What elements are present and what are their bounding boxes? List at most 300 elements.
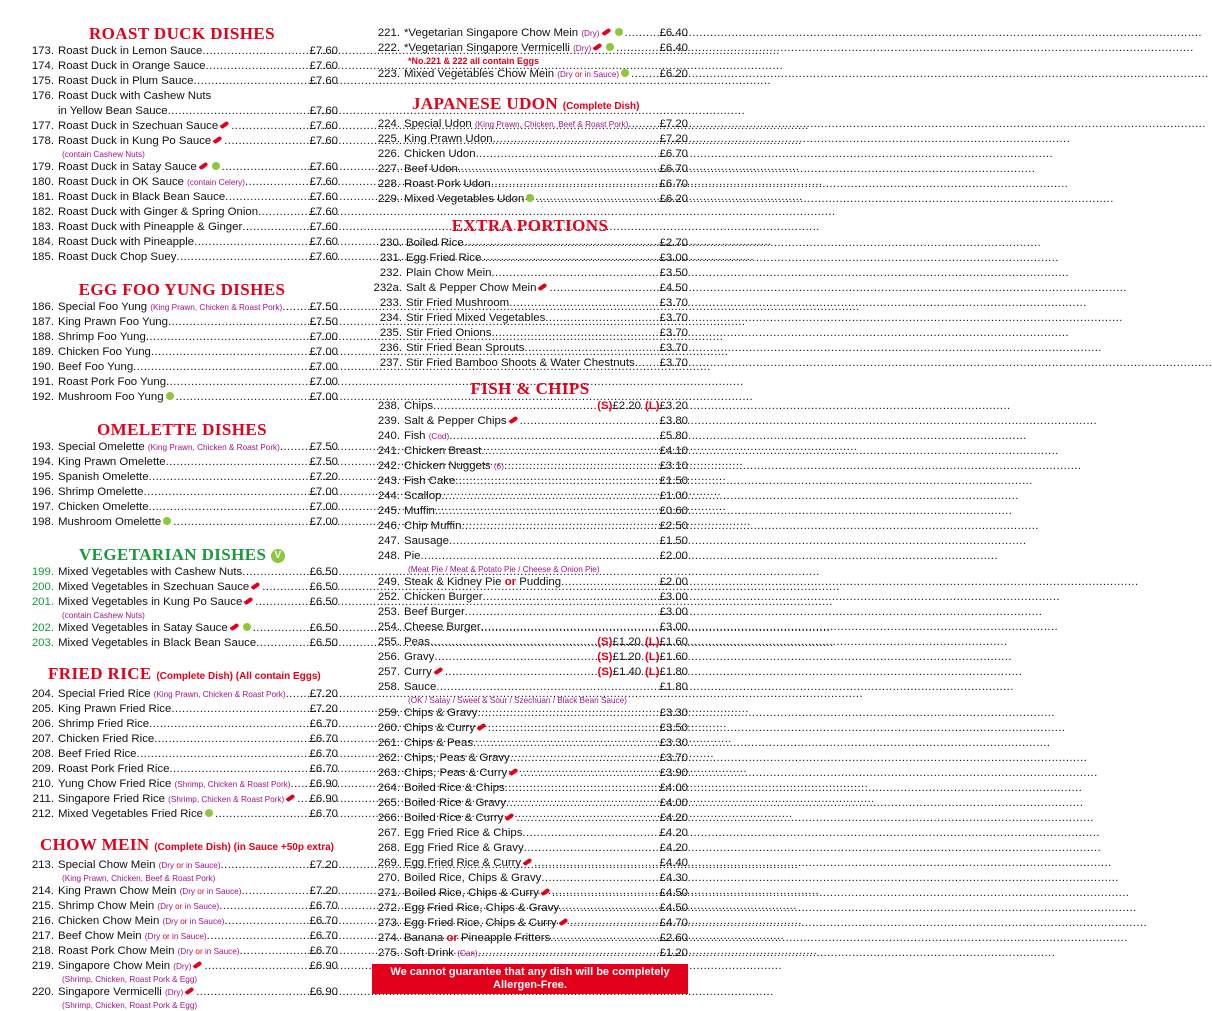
item-name: Roast Duck in Kung Po Sauce: [58, 134, 224, 149]
dry-or-sauce-note: (Dry or in Sauce): [158, 861, 221, 870]
item-price: £3.50: [659, 722, 688, 734]
item-number: 232a.: [373, 282, 402, 294]
menu-item: [26, 580, 338, 595]
item-name: *Vegetarian Singapore Vermicelli (Dry): [404, 41, 616, 56]
item-number: 197.: [31, 501, 54, 513]
menu-item: [372, 635, 688, 650]
menu-item: [26, 220, 338, 235]
item-subnote: (OK / Satay / Sweet & Sour / Szechuan / Black Bean Sauce): [408, 696, 627, 705]
item-name: King Prawn Omelette: [58, 456, 166, 468]
item-name: Fish (Cod): [404, 430, 450, 442]
menu-item: [372, 177, 688, 192]
item-number: 249.: [377, 576, 400, 588]
item-name: Chips & Gravy: [404, 707, 478, 719]
item-name: Mushroom Omelette: [58, 515, 173, 530]
menu-item: [26, 899, 338, 914]
menu-item: [372, 429, 688, 444]
menu-item: [372, 650, 688, 665]
item-name: Shrimp Foo Yung: [58, 331, 146, 343]
price-small: £1.20: [612, 636, 641, 648]
menu-item: [372, 736, 688, 751]
item-price: £4.50: [659, 887, 688, 899]
item-name: Chip Muffin: [404, 520, 462, 532]
dot-leader: [628, 117, 659, 132]
menu-item: [26, 959, 338, 974]
item-price: £7.00: [309, 501, 338, 513]
item-number: 228.: [377, 178, 400, 190]
menu-item: [26, 884, 338, 899]
item-number: 195.: [31, 471, 54, 483]
item-name: Roast Duck in Black Bean Sauce: [58, 191, 226, 203]
dot-leader: [561, 575, 659, 590]
dot-leader: [206, 59, 310, 74]
dot-leader: [536, 192, 659, 207]
item-price: £3.00: [659, 252, 688, 264]
item-number: 192.: [31, 391, 54, 403]
dot-leader: [215, 807, 309, 822]
menu-item: [372, 534, 688, 549]
item-name: Special Udon (King Prawn, Chicken, Beef & Roast Pork): [404, 118, 629, 130]
dot-leader: [242, 220, 309, 235]
item-name: Fish Cake: [404, 475, 456, 487]
item-name: Egg Fried Rice & Gravy: [404, 842, 524, 854]
chili-icon: [198, 162, 208, 170]
dot-leader: [493, 132, 660, 147]
item-number: 180.: [31, 176, 54, 188]
item-price: £2.00: [659, 550, 688, 562]
dot-leader: [473, 736, 659, 751]
dot-leader: [505, 781, 660, 796]
item-name: Chips: [404, 400, 434, 412]
menu-item: [372, 326, 688, 341]
price-large: £3.20: [659, 400, 688, 412]
udon-list: [372, 117, 688, 207]
dot-leader: [143, 485, 309, 500]
item-price: £4.30: [659, 872, 688, 884]
section-title-chow-mein: [26, 835, 338, 858]
dry-or-sauce-note: (Dry or in Sauce): [557, 70, 620, 79]
item-price: £7.50: [309, 456, 338, 468]
fried-rice-list: [26, 687, 338, 822]
left-column: [26, 0, 338, 1011]
dot-leader: [224, 134, 309, 149]
section-title-extra: EXTRA PORTIONS: [451, 216, 609, 235]
item-name: Gravy: [404, 651, 435, 663]
item-number: 268.: [377, 842, 400, 854]
dot-leader: [166, 455, 310, 470]
item-name: Boiled Rice & Chips: [404, 782, 505, 794]
menu-item: [372, 67, 688, 82]
dot-leader: [430, 635, 597, 650]
item-name: in Yellow Bean Sauce: [58, 105, 168, 117]
item-name: Beef Burger: [404, 606, 465, 618]
vegetarian-icon: [163, 517, 171, 525]
item-number: 273.: [377, 917, 400, 929]
dot-leader: [488, 721, 660, 736]
dot-leader: [221, 858, 310, 873]
item-number: 203.: [31, 637, 54, 649]
item-name: Special Foo Yung (King Prawn, Chicken & Roast Pork): [58, 301, 283, 313]
dot-leader: [478, 946, 660, 961]
vegetarian-title-text: VEGETARIAN DISHES: [78, 545, 267, 564]
dot-leader: [559, 901, 659, 916]
item-price: £3.00: [659, 606, 688, 618]
chow-mein-title-text: CHOW MEIN: [40, 835, 150, 854]
dot-leader: [231, 119, 309, 134]
dot-leader: [552, 886, 660, 901]
chili-icon: [229, 623, 239, 631]
item-price: £2.00: [659, 576, 688, 588]
dot-leader: [146, 330, 310, 345]
menu-item: [26, 390, 338, 405]
chili-icon: [477, 723, 487, 731]
menu-item: [372, 519, 688, 534]
or-text: or: [180, 917, 188, 926]
item-price: £1.80: [659, 681, 688, 693]
menu-item: [372, 901, 688, 916]
menu-item: [26, 134, 338, 149]
item-note: (Can): [457, 949, 478, 958]
item-price: £4.50: [659, 902, 688, 914]
menu-item: [372, 236, 688, 251]
dot-leader: [166, 375, 309, 390]
item-name: Scallop: [404, 490, 442, 502]
item-price: £1.00: [659, 490, 688, 502]
dot-leader: [445, 665, 598, 680]
small-label: (S): [597, 651, 613, 663]
item-price: £7.20: [309, 471, 338, 483]
menu-item: [26, 636, 338, 651]
menu-item: [26, 250, 338, 265]
item-price: £6.90: [309, 793, 338, 805]
menu-item: [372, 251, 688, 266]
dot-leader: [176, 250, 309, 265]
item-name: Egg Fried Rice, Chips & Curry: [404, 916, 570, 931]
dot-leader: [520, 414, 660, 429]
item-number: 209.: [31, 763, 54, 775]
dry-or-sauce-note: (Dry or in Sauce): [162, 917, 225, 926]
item-number: 225.: [377, 133, 400, 145]
item-name: Shrimp Chow Mein (Dry or in Sauce): [58, 900, 220, 912]
item-name: Chicken Foo Yung: [58, 346, 151, 358]
item-number: 267.: [377, 827, 400, 839]
item-note: (6): [493, 462, 504, 471]
chili-icon: [286, 794, 296, 802]
item-price: £3.00: [659, 591, 688, 603]
item-number: 240.: [377, 430, 400, 442]
item-subnote: (Shrimp, Chicken, Roast Pork & Egg): [62, 975, 198, 984]
item-name: Chips & Curry: [404, 721, 488, 736]
vegetarian-icon: V: [271, 549, 285, 563]
item-number: 223.: [377, 68, 400, 80]
menu-item: [372, 796, 688, 811]
dot-leader: [504, 459, 660, 474]
dot-leader: [483, 590, 660, 605]
dot-leader: [491, 266, 659, 281]
item-number: 182.: [31, 206, 54, 218]
item-number: 227.: [377, 163, 400, 175]
item-number: 252.: [377, 591, 400, 603]
item-price: £7.60: [309, 161, 338, 173]
item-name: Beef Chow Mein (Dry or in Sauce): [58, 930, 207, 942]
menu-item: [26, 59, 338, 74]
item-note: (King Prawn, Chicken & Roast Pork): [147, 443, 280, 452]
menu-item: [372, 946, 688, 961]
item-name: Egg Fried Rice & Curry: [404, 856, 534, 871]
item-note: (Dry): [165, 988, 184, 997]
vegetarian-icon: [526, 194, 534, 202]
item-price: £3.30: [659, 707, 688, 719]
item-price: £4.50: [659, 282, 688, 294]
price-large: £1.80: [659, 666, 688, 678]
item-name: Chips, Peas & Gravy: [404, 752, 510, 764]
menu-item: [372, 549, 688, 564]
or-text: or: [574, 70, 583, 79]
item-price: £6.70: [309, 900, 338, 912]
dot-leader: [222, 160, 310, 175]
menu-item: [26, 315, 338, 330]
item-number: 206.: [31, 718, 54, 730]
section-title-omelette: OMELETTE DISHES: [97, 420, 267, 439]
item-number: 224.: [377, 118, 400, 130]
vegetarian-icon: [606, 43, 614, 51]
dot-leader: [481, 620, 660, 635]
item-name: Beef Udon: [404, 163, 458, 175]
item-number: 196.: [31, 486, 54, 498]
menu-item: [26, 104, 338, 119]
menu-item: [372, 132, 688, 147]
dot-leader: [219, 899, 309, 914]
item-number: 218.: [31, 945, 54, 957]
item-number: 208.: [31, 748, 54, 760]
item-number: 216.: [31, 915, 54, 927]
dot-leader: [154, 732, 309, 747]
menu-item: [26, 44, 338, 59]
item-name: Boiled Rice, Chips & Gravy: [404, 872, 542, 884]
item-name: Singapore Vermicelli (Dry): [58, 985, 196, 1000]
item-price: £7.60: [309, 236, 338, 248]
menu-item: [26, 330, 338, 345]
vegetarian-icon: [205, 809, 213, 817]
item-subnote: (Shrimp, Chicken, Roast Pork & Egg): [62, 1001, 198, 1010]
item-price: £7.20: [659, 118, 688, 130]
item-number: 236.: [379, 342, 402, 354]
item-price: £7.60: [309, 221, 338, 233]
dot-leader: [541, 871, 659, 886]
item-name: Sauce: [404, 681, 437, 693]
item-number: 217.: [31, 930, 54, 942]
dot-leader: [522, 826, 659, 841]
item-number: 254.: [377, 621, 400, 633]
menu-item: [26, 914, 338, 929]
dot-leader: [516, 811, 659, 826]
item-name: Banana or Pineapple Fritters: [404, 932, 551, 944]
item-number: 194.: [31, 456, 54, 468]
item-name: Stir Fried Bean Sprouts: [406, 342, 525, 354]
vegetarian-icon: [243, 623, 251, 631]
menu-item: [372, 26, 688, 41]
item-price: £6.90: [309, 986, 338, 998]
dot-leader: [510, 751, 660, 766]
dot-leader: [282, 300, 309, 315]
menu-item: [372, 886, 688, 901]
dot-leader: [245, 175, 310, 190]
chow-mein-list: [26, 858, 338, 1011]
item-number: 178.: [31, 135, 54, 147]
item-number: 210.: [31, 778, 54, 790]
item-number: 272.: [377, 902, 400, 914]
menu-item: [372, 811, 688, 826]
dry-or-sauce-note: (Dry or in Sauce): [157, 902, 220, 911]
item-price: £7.60: [309, 75, 338, 87]
menu-item: [372, 620, 688, 635]
price-large: £1.60: [659, 636, 688, 648]
item-number: 248.: [377, 550, 400, 562]
chili-icon: [505, 813, 515, 821]
dot-leader: [433, 399, 597, 414]
menu-item: [372, 459, 688, 474]
item-price: £7.00: [309, 376, 338, 388]
item-subnote: (contain Cashew Nuts): [62, 150, 145, 159]
item-price: £3.70: [659, 342, 688, 354]
or-text: or: [504, 576, 517, 588]
item-name: Mixed Vegetables in Szechuan Sauce: [58, 580, 262, 595]
item-price: £7.60: [309, 120, 338, 132]
item-number: 204.: [31, 688, 54, 700]
item-price: £7.00: [309, 486, 338, 498]
large-label: (L): [644, 636, 660, 648]
item-number: 185.: [31, 251, 54, 263]
menu-item: [372, 192, 688, 207]
dot-leader: [169, 762, 309, 777]
item-number: 215.: [31, 900, 54, 912]
dot-leader: [204, 959, 309, 974]
menu-item: [26, 74, 338, 89]
menu-item: [372, 356, 688, 371]
menu-item: [372, 281, 688, 296]
item-number: 226.: [377, 148, 400, 160]
dot-leader: [241, 884, 309, 899]
dot-leader: [458, 162, 660, 177]
dot-leader: [149, 500, 310, 515]
item-price: £3.10: [659, 460, 688, 472]
item-price: £6.70: [309, 808, 338, 820]
roast-duck-list: [26, 44, 338, 265]
dot-leader: [449, 429, 659, 444]
item-number: 212.: [31, 808, 54, 820]
item-name: Chicken Breast: [404, 445, 482, 457]
item-number: 176.: [31, 90, 54, 102]
dot-leader: [549, 281, 659, 296]
item-name: King Prawn Fried Rice: [58, 703, 172, 715]
item-price: £7.20: [309, 859, 338, 871]
menu-item: [372, 474, 688, 489]
item-number: 263.: [377, 767, 400, 779]
item-price: £6.70: [659, 178, 688, 190]
item-name: Special Omelette (King Prawn, Chicken & Roast Pork): [58, 441, 280, 453]
item-name: Stir Fried Mixed Vegetables: [406, 312, 546, 324]
chili-icon: [558, 918, 568, 926]
item-price: £7.00: [309, 391, 338, 403]
large-label: (L): [644, 400, 660, 412]
extra-portions-list: [372, 236, 688, 371]
menu-item: [372, 41, 688, 56]
item-number: 269.: [377, 857, 400, 869]
item-price: £6.50: [309, 596, 338, 608]
dot-leader: [242, 565, 309, 580]
item-price: £6.70: [659, 148, 688, 160]
dot-leader: [477, 706, 659, 721]
item-number: 179.: [31, 161, 54, 173]
item-price: £4.00: [659, 782, 688, 794]
item-price: £4.20: [659, 812, 688, 824]
menu-item: [26, 792, 338, 807]
item-name: Egg Fried Rice: [406, 252, 482, 264]
item-price: £1.50: [659, 535, 688, 547]
item-price: £1.20: [659, 947, 688, 959]
dot-leader: [481, 444, 659, 459]
item-number: 222.: [377, 42, 400, 54]
item-name: Mixed Vegetables with Cashew Nuts: [58, 566, 243, 578]
dot-leader: [207, 929, 310, 944]
item-name: Egg Fried Rice, Chips & Gravy: [404, 902, 560, 914]
large-label: (L): [644, 666, 660, 678]
or-text: or: [195, 947, 203, 956]
dot-leader: [280, 440, 310, 455]
item-name: Mixed Vegetables Udon: [404, 192, 536, 207]
item-number: 200.: [31, 581, 54, 593]
item-number: 239.: [377, 415, 400, 427]
or-text: or: [162, 932, 170, 941]
item-name: Singapore Fried Rice (Shrimp, Chicken & Roast Pork): [58, 792, 297, 807]
or-text: or: [176, 861, 184, 870]
menu-item: [26, 858, 338, 873]
item-name: Beef Foo Yung: [58, 361, 134, 373]
item-note: (King Prawn, Chicken & Roast Pork): [150, 303, 283, 312]
menu-item: [26, 375, 338, 390]
dot-leader: [434, 650, 597, 665]
item-number: 245.: [377, 505, 400, 517]
or-text: or: [446, 932, 458, 944]
dot-leader: [168, 104, 310, 119]
item-number: 271.: [377, 887, 400, 899]
chili-icon: [509, 768, 519, 776]
item-price: £6.40: [659, 27, 688, 39]
item-number: 275.: [377, 947, 400, 959]
item-name: Soft Drink (Can): [404, 947, 478, 959]
dot-leader: [297, 792, 309, 807]
menu-item: [372, 147, 688, 162]
item-number: 207.: [31, 733, 54, 745]
small-label: (S): [597, 400, 613, 412]
item-number: 262.: [377, 752, 400, 764]
item-price: £4.40: [659, 857, 688, 869]
item-name: Boiled Rice & Curry: [404, 811, 516, 826]
item-price: £2.70: [659, 237, 688, 249]
menu-item: [372, 414, 688, 429]
item-number: 213.: [31, 859, 54, 871]
dot-leader: [258, 205, 309, 220]
item-name: Boiled Rice & Gravy: [404, 797, 506, 809]
item-name: Roast Pork Udon: [404, 178, 491, 190]
item-price: £7.20: [659, 133, 688, 145]
item-price: £7.20: [309, 885, 338, 897]
item-price: £7.60: [309, 60, 338, 72]
menu-item: [372, 721, 688, 736]
item-name: Beef Fried Rice: [58, 748, 137, 760]
menu-item: [372, 751, 688, 766]
menu-item: [26, 687, 338, 702]
